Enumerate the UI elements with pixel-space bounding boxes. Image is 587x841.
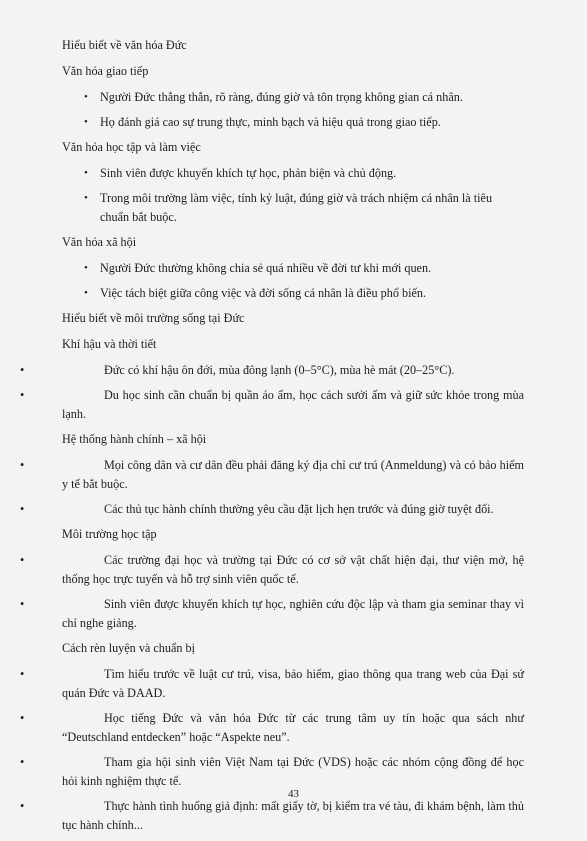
- bullet-dot-icon: •: [84, 287, 88, 299]
- section-title-environment: Hiểu biết về môi trường sống tại Đức: [62, 311, 245, 325]
- item-text: Đức có khí hậu ôn đới, mùa đông lạnh (0–5°C), mùa hè mát (20–25°C).: [104, 363, 455, 377]
- bullet-dot-icon: •: [20, 667, 25, 681]
- bullet-dot-icon: •: [20, 363, 25, 377]
- subheading-communication: Văn hóa giao tiếp: [62, 64, 149, 78]
- section-title-culture: Hiểu biết về văn hóa Đức: [62, 38, 187, 52]
- bullet-dot-icon: •: [20, 799, 25, 813]
- bullet-item: [62, 259, 524, 278]
- subheading-study-work: Văn hóa học tập và làm việc: [62, 140, 201, 154]
- bullet-dot-icon: •: [20, 755, 25, 769]
- bullet-dot-icon: •: [20, 553, 25, 567]
- bullet-dot-icon: •: [20, 388, 25, 402]
- bullet-item: [62, 164, 524, 183]
- bullet-item: [62, 189, 524, 227]
- bullet-dot-icon: •: [20, 711, 25, 725]
- bullet-text: Người Đức thẳng thắn, rõ ràng, đúng giờ và tôn trọng không gian cá nhân.: [100, 90, 463, 104]
- item-text: Tìm hiểu trước về luật cư trú, visa, bảo hiểm, giao thông qua trang web của Đại sứ quán Đức và DAAD.: [62, 667, 524, 700]
- bullet-item: [62, 113, 524, 132]
- item-text: Sinh viên được khuyến khích tự học, nghiên cứu độc lập và tham gia seminar thay vì chỉ nghe giảng.: [62, 597, 524, 630]
- bullet-dot-icon: •: [20, 502, 25, 516]
- dash-item: [20, 386, 524, 424]
- subheading-climate: Khí hậu và thời tiết: [62, 337, 157, 351]
- dash-item: [20, 500, 524, 519]
- item-text: Du học sinh cần chuẩn bị quần áo ấm, học cách sưởi ấm và giữ sức khỏe trong mùa lạnh.: [62, 388, 524, 421]
- bullet-text: Họ đánh giá cao sự trung thực, minh bạch và hiệu quả trong giao tiếp.: [100, 115, 441, 129]
- bullet-dot-icon: •: [84, 167, 88, 179]
- bullet-dot-icon: •: [20, 597, 25, 611]
- dash-item: [20, 797, 524, 835]
- subheading-society: Văn hóa xã hội: [62, 235, 137, 249]
- page-content: [20, 36, 524, 841]
- bullet-text: Trong môi trường làm việc, tính kỷ luật, đúng giờ và trách nhiệm cá nhân là tiêu chuẩn bắt buộc.: [100, 191, 493, 224]
- bullet-item: [62, 88, 524, 107]
- item-text: Thực hành tình huống giả định: mất giấy tờ, bị kiểm tra vé tàu, đi khám bệnh, làm thủ tục hành chính...: [62, 799, 524, 832]
- dash-item: [20, 665, 524, 703]
- dash-item: [20, 456, 524, 494]
- subheading-learning-environment: Môi trường học tập: [62, 527, 157, 541]
- bullet-text: Sinh viên được khuyến khích tự học, phản biện và chủ động.: [100, 166, 397, 180]
- item-text: Học tiếng Đức và văn hóa Đức từ các trung tâm uy tín hoặc qua sách như “Deutschland entdecken” hoặc “Aspekte neu”.: [62, 711, 524, 744]
- page-number: 43: [288, 788, 299, 800]
- bullet-item: [62, 284, 524, 303]
- item-text: Các trường đại học và trường tại Đức có cơ sở vật chất hiện đại, thư viện mở, hệ thống học trực tuyến và hỗ trợ sinh viên quốc tế.: [62, 553, 524, 586]
- bullet-text: Việc tách biệt giữa công việc và đời sống cá nhân là điều phổ biến.: [100, 286, 427, 300]
- item-text: Tham gia hội sinh viên Việt Nam tại Đức (VDS) hoặc các nhóm cộng đồng để học hỏi kinh nghiệm thực tế.: [62, 755, 524, 788]
- dash-item: [20, 753, 524, 791]
- dash-item: [20, 595, 524, 633]
- dash-item: [20, 361, 524, 380]
- bullet-dot-icon: •: [84, 192, 88, 204]
- item-text: Mọi công dân và cư dân đều phải đăng ký địa chỉ cư trú (Anmeldung) và có bảo hiểm y tế bắt buộc.: [62, 458, 524, 491]
- bullet-dot-icon: •: [20, 458, 25, 472]
- dash-item: [20, 709, 524, 747]
- subheading-administration: Hệ thống hành chính – xã hội: [62, 432, 207, 446]
- bullet-text: Người Đức thường không chia sẻ quá nhiều về đời tư khi mới quen.: [100, 261, 432, 275]
- subheading-preparation: Cách rèn luyện và chuẩn bị: [62, 641, 195, 655]
- bullet-dot-icon: •: [84, 262, 88, 274]
- bullet-dot-icon: •: [84, 116, 88, 128]
- bullet-dot-icon: •: [84, 91, 88, 103]
- dash-item: [20, 551, 524, 589]
- item-text: Các thủ tục hành chính thường yêu cầu đặt lịch hẹn trước và đúng giờ tuyệt đối.: [104, 502, 494, 516]
